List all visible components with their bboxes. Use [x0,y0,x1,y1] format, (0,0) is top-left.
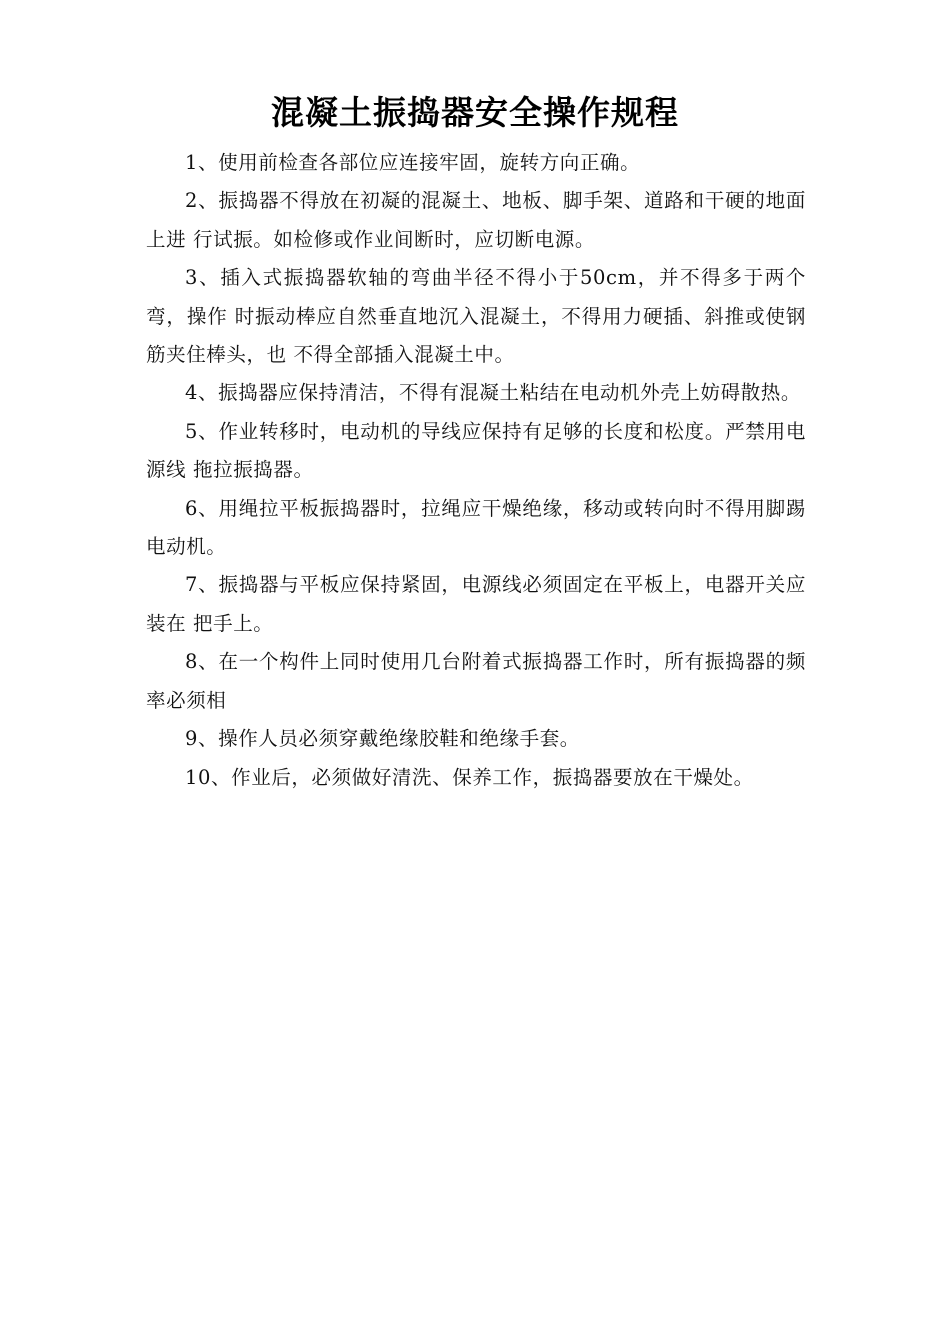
rule-paragraph-8: 8、在一个构件上同时使用几台附着式振捣器工作时，所有振捣器的频率必须相 [146,650,806,712]
rule-paragraph-10: 10、作业后，必须做好清洗、保养工作，振捣器要放在干燥处。 [185,765,754,789]
rule-paragraph-9: 9、操作人员必须穿戴绝缘胶鞋和绝缘手套。 [185,727,580,751]
document-body [146,144,806,797]
rule-paragraph-2: 2、振捣器不得放在初凝的混凝土、地板、脚手架、道路和干硬的地面上进 行试振。如检修或作业间断时，应切断电源。 [146,189,806,251]
rule-paragraph-6: 6、用绳拉平板振捣器时，拉绳应干燥绝缘，移动或转向时不得用脚踢电动机。 [146,496,806,559]
document-title: 混凝土振捣器安全操作规程 [271,93,679,132]
rule-paragraph-7: 7、振捣器与平板应保持紧固，电源线必须固定在平板上，电器开关应装在 把手上。 [146,573,806,635]
rule-paragraph-3: 3、插入式振捣器软轴的弯曲半径不得小于50cm，并不得多于两个弯，操作 时振动棒应自然垂直地沉入混凝土，不得用力硬插、斜推或使钢筋夹住棒头，也 不得全部插入混凝土中。 [146,266,806,367]
rule-paragraph-4: 4、振捣器应保持清洁，不得有混凝土粘结在电动机外壳上妨碍散热。 [185,381,802,405]
rule-paragraph-1: 1、使用前检查各部位应连接牢固，旋转方向正确。 [185,151,641,174]
rule-paragraph-5: 5、作业转移时，电动机的导线应保持有足够的长度和松度。严禁用电源线 拖拉振捣器。 [146,419,806,482]
